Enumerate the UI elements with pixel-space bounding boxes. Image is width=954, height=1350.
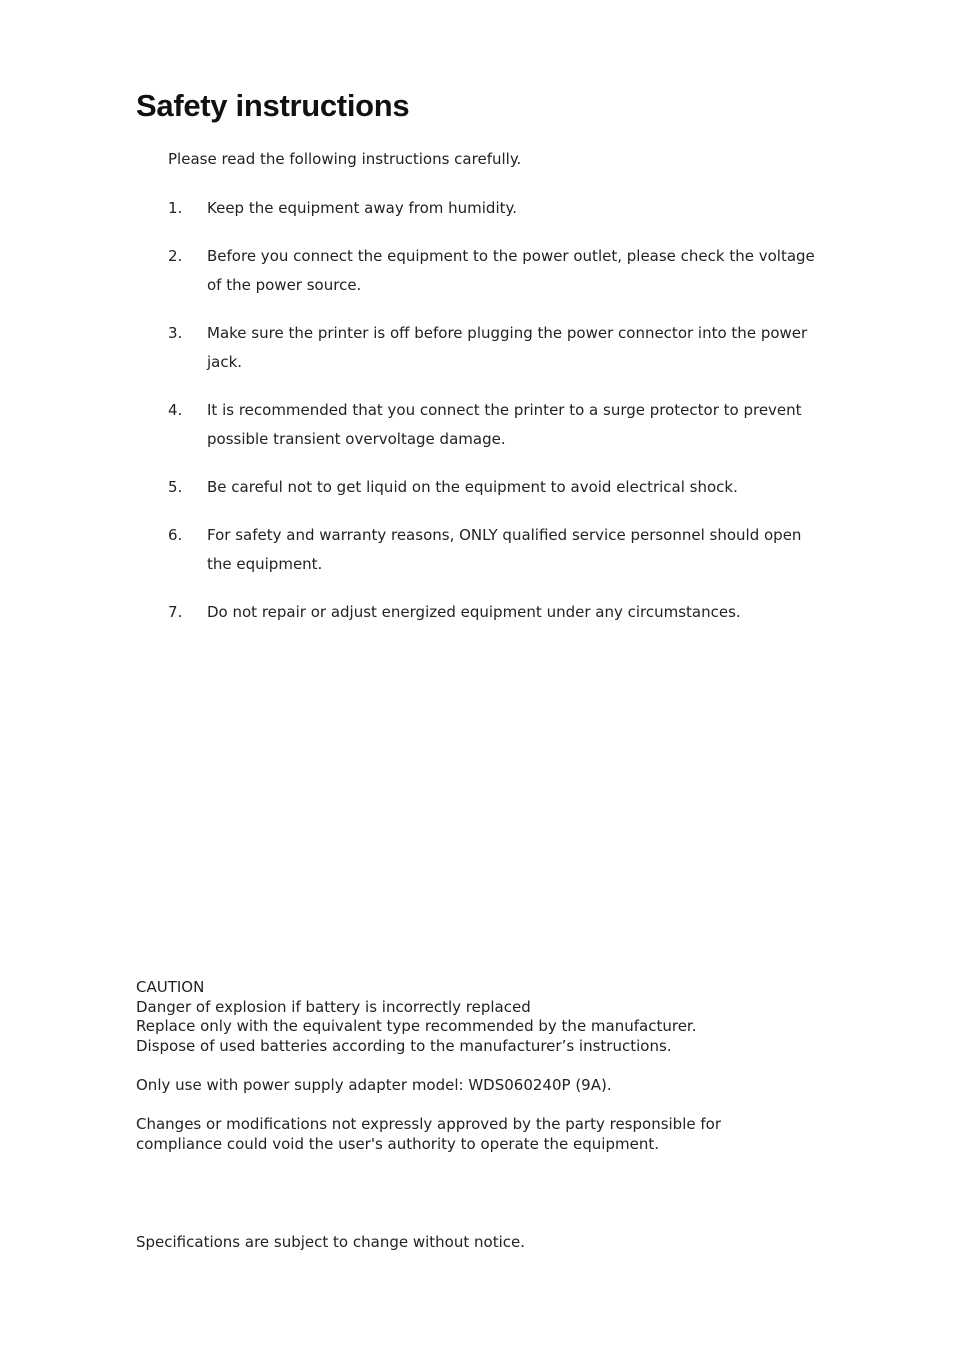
item-number: 2.	[168, 247, 183, 265]
caution-heading: CAUTION	[136, 978, 205, 996]
instruction-list	[168, 194, 828, 646]
item-number: 5.	[168, 478, 183, 496]
list-item	[168, 598, 828, 627]
item-number: 3.	[168, 324, 183, 342]
specifications-note: Specifications are subject to change without notice.	[136, 1233, 525, 1251]
item-text: Before you connect the equipment to the power outlet, please check the voltage of the power source.	[207, 247, 815, 294]
caution-dispose-note: Dispose of used batteries according to the manufacturer’s instructions.	[136, 1036, 672, 1055]
item-number: 4.	[168, 401, 183, 419]
intro-text: Please read the following instructions carefully.	[168, 150, 522, 168]
item-text: Keep the equipment away from humidity.	[207, 199, 518, 217]
item-number: 6.	[168, 526, 183, 544]
item-text: Make sure the printer is off before plugging the power connector into the power jack.	[207, 324, 808, 371]
list-item	[168, 319, 828, 377]
spacer	[136, 1096, 856, 1116]
caution-explosion-warning: Danger of explosion if battery is incorrectly replaced	[136, 997, 531, 1016]
list-item	[168, 242, 828, 300]
item-number: 7.	[168, 603, 183, 621]
item-text: Be careful not to get liquid on the equipment to avoid electrical shock.	[207, 478, 738, 496]
list-item	[168, 521, 828, 579]
item-text: Do not repair or adjust energized equipment under any circumstances.	[207, 603, 741, 621]
list-item	[168, 194, 828, 223]
caution-replace-note: Replace only with the equivalent type recommended by the manufacturer.	[136, 1017, 697, 1036]
spacer	[136, 1056, 856, 1076]
item-text: It is recommended that you connect the printer to a surge protector to prevent possible transient overvoltage damage.	[207, 401, 802, 448]
adapter-note: Only use with power supply adapter model: WDS060240P (9A).	[136, 1075, 612, 1094]
item-text: For safety and warranty reasons, ONLY qualified service personnel should open the equipment.	[207, 526, 802, 573]
list-item	[168, 473, 828, 502]
list-item	[168, 396, 828, 454]
page-title: Safety instructions	[136, 88, 410, 123]
item-number: 1.	[168, 199, 183, 217]
changes-note-line-2: compliance could void the user's authority to operate the equipment.	[136, 1134, 659, 1153]
changes-note-line-1: Changes or modifications not expressly approved by the party responsible for	[136, 1115, 721, 1134]
caution-section	[136, 978, 856, 1154]
